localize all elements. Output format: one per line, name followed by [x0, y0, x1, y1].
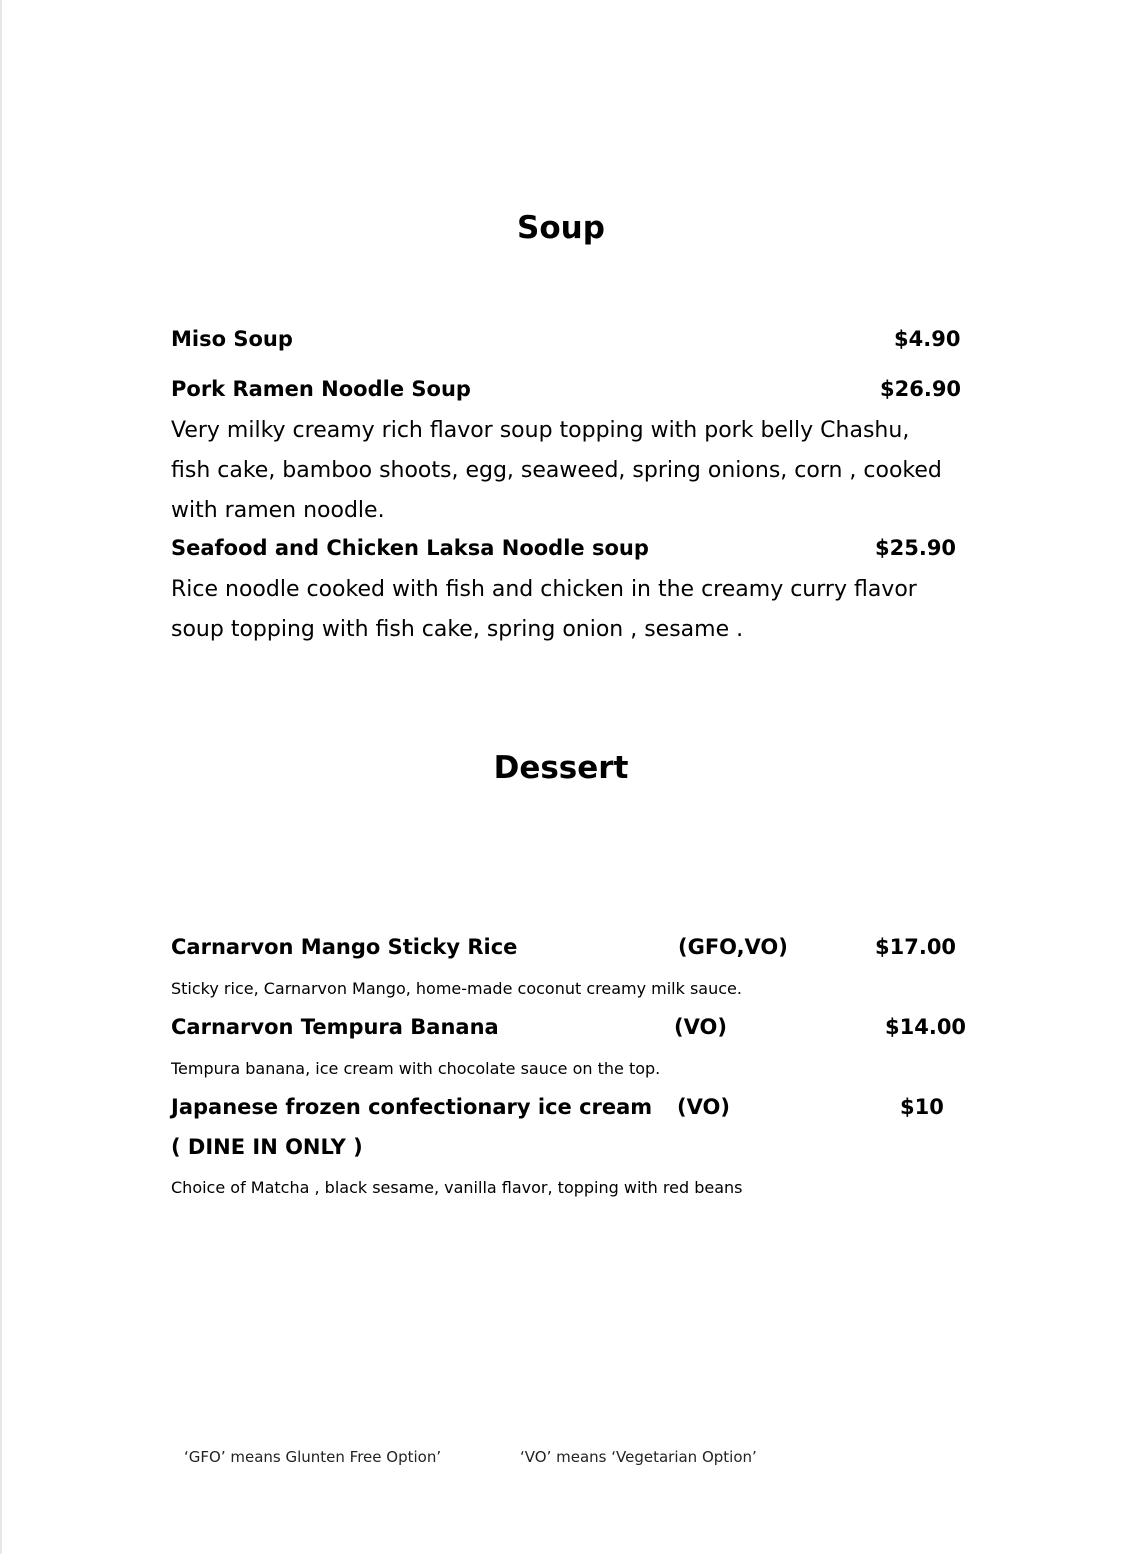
soup-section-title: Soup [517, 210, 605, 246]
legend-gfo: ‘GFO’ means Glunten Free Option’ [184, 1448, 442, 1466]
menu-item-ice-cream-tag: (VO) [677, 1095, 730, 1119]
menu-item-mango-sticky-rice-tag: (GFO,VO) [678, 935, 788, 959]
menu-item-tempura-banana-name: Carnarvon Tempura Banana [171, 1015, 499, 1039]
menu-item-miso-soup-name: Miso Soup [171, 327, 293, 351]
menu-item-pork-ramen-name: Pork Ramen Noodle Soup [171, 377, 471, 401]
menu-item-tempura-banana-tag: (VO) [674, 1015, 727, 1039]
menu-item-laksa-description: Rice noodle cooked with fish and chicken in the creamy curry flavor soup topping with fish cake, spring onion , sesame . [171, 577, 917, 642]
menu-item-ice-cream-description: Choice of Matcha , black sesame, vanilla flavor, topping with red beans [171, 1178, 743, 1197]
menu-item-mango-sticky-rice-description: Sticky rice, Carnarvon Mango, home-made coconut creamy milk sauce. [171, 979, 742, 998]
menu-item-pork-ramen-price: $26.90 [880, 377, 962, 401]
dessert-section-title: Dessert [493, 750, 629, 786]
menu-item-pork-ramen-description: Very milky creamy rich flavor soup topping with pork belly Chashu, fish cake, bamboo shoots, egg, seaweed, spring onions, corn , cooked with ramen noodle. [171, 418, 942, 523]
menu-item-ice-cream-dine-in-note: ( DINE IN ONLY ) [171, 1135, 363, 1159]
menu-item-mango-sticky-rice-name: Carnarvon Mango Sticky Rice [171, 935, 518, 959]
menu-item-laksa-name: Seafood and Chicken Laksa Noodle soup [171, 536, 649, 560]
menu-item-mango-sticky-rice-price: $17.00 [875, 935, 957, 959]
legend-vo: ‘VO’ means ‘Vegetarian Option’ [520, 1448, 757, 1466]
menu-item-ice-cream-name: Japanese frozen confectionary ice cream [171, 1095, 653, 1119]
menu-item-tempura-banana-price: $14.00 [885, 1015, 967, 1039]
menu-item-miso-soup-price: $4.90 [894, 327, 961, 351]
menu-item-tempura-banana-description: Tempura banana, ice cream with chocolate sauce on the top. [171, 1059, 661, 1078]
menu-item-ice-cream-price: $10 [900, 1095, 944, 1119]
menu-item-laksa-price: $25.90 [875, 536, 957, 560]
